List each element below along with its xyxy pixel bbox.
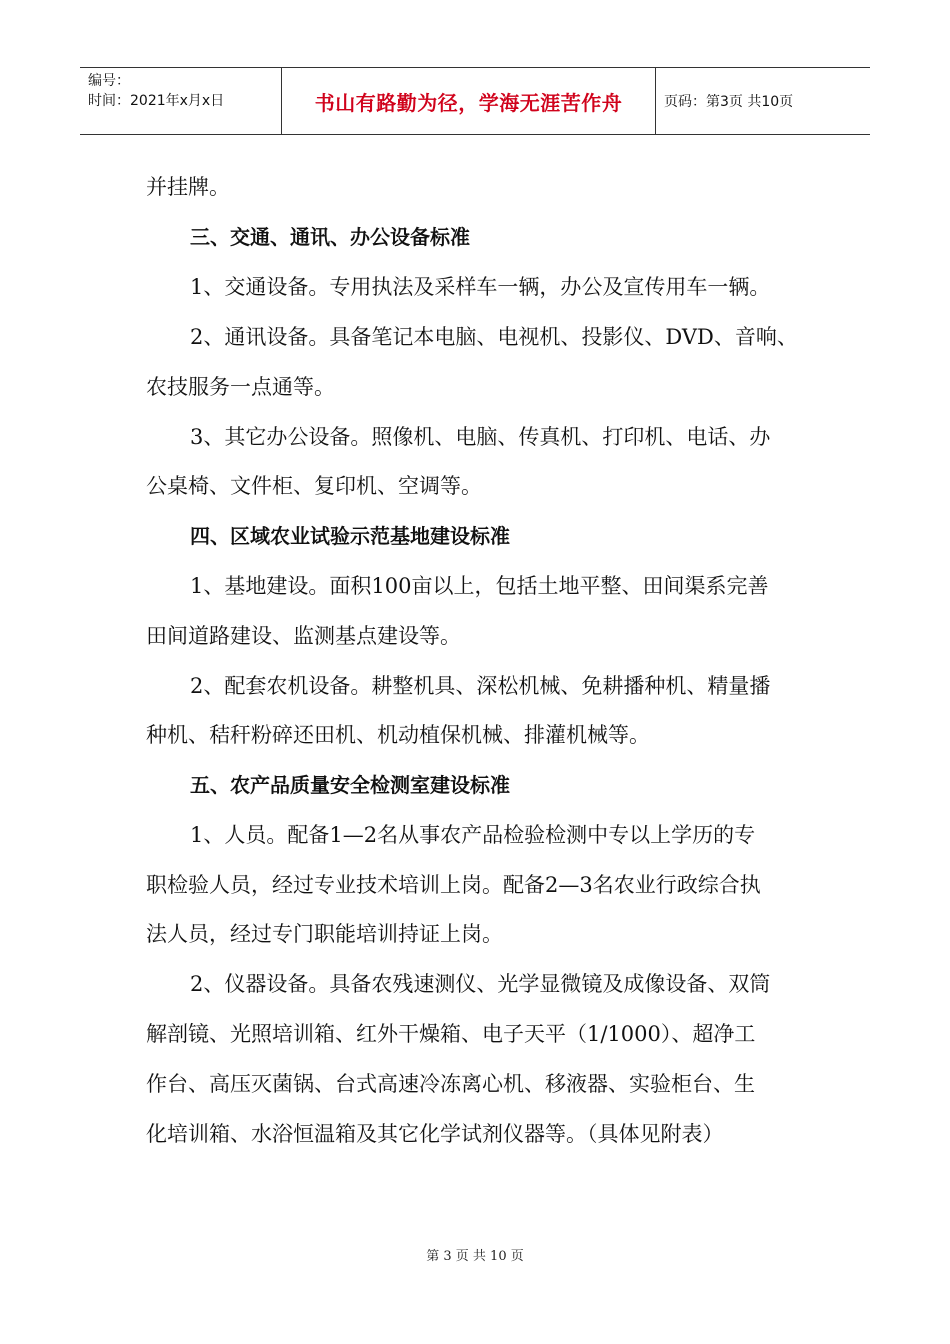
body-line: 2、仪器设备。具备农残速测仪、光学显微镜及成像设备、双筒 xyxy=(190,972,771,996)
header-motto-cell xyxy=(282,68,656,134)
body-line: 化培训箱、水浴恒温箱及其它化学试剂仪器等。（具体见附表） xyxy=(146,1122,724,1146)
body-line: 1、基地建设。面积100亩以上，包括土地平整、田间渠系完善 xyxy=(190,574,769,598)
body-line: 1、人员。配备1—2名从事农产品检验检测中专以上学历的专 xyxy=(190,823,756,847)
body-line: 并挂牌。 xyxy=(146,175,230,199)
body-line: 农技服务一点通等。 xyxy=(146,375,335,399)
number-label: 编号： xyxy=(88,73,130,89)
header-page-label: 页码：第3页 共10页 xyxy=(664,94,794,110)
body-line: 3、其它办公设备。照像机、电脑、传真机、打印机、电话、办 xyxy=(190,425,771,449)
section-heading: 五、农产品质量安全检测室建设标准 xyxy=(190,773,510,797)
body-line: 2、配套农机设备。耕整机具、深松机械、免耕播种机、精量播 xyxy=(190,674,771,698)
time-label: 时间：2021年x月x日 xyxy=(88,93,225,109)
page-footer xyxy=(0,1245,950,1264)
body-line: 解剖镜、光照培训箱、红外干燥箱、电子天平（1/1000）、超净工 xyxy=(146,1022,756,1046)
header-meta xyxy=(80,68,282,134)
header-page-cell xyxy=(656,68,870,134)
body-line: 法人员，经过专门职能培训持证上岗。 xyxy=(146,922,503,946)
section-heading: 三、交通、通讯、办公设备标准 xyxy=(190,225,470,249)
body-line: 1、交通设备。专用执法及采样车一辆，办公及宣传用车一辆。 xyxy=(190,275,771,299)
body-line: 职检验人员，经过专业技术培训上岗。配备2—3名农业行政综合执 xyxy=(146,873,761,897)
body-line: 公桌椅、文件柜、复印机、空调等。 xyxy=(146,474,482,498)
footer-page-number: 第 3 页 共 10 页 xyxy=(426,1249,524,1264)
section-heading: 四、区域农业试验示范基地建设标准 xyxy=(190,524,510,548)
body-line: 2、通讯设备。具备笔记本电脑、电视机、投影仪、DVD、音响、 xyxy=(190,325,798,349)
header-motto: 书山有路勤为径，学海无涯苦作舟 xyxy=(314,90,623,115)
body-line: 种机、秸秆粉碎还田机、机动植保机械、排灌机械等。 xyxy=(146,723,650,747)
page-header xyxy=(80,67,870,135)
body-line: 作台、高压灭菌锅、台式高速冷冻离心机、移液器、实验柜台、生 xyxy=(146,1072,755,1096)
body-line: 田间道路建设、监测基点建设等。 xyxy=(146,624,461,648)
